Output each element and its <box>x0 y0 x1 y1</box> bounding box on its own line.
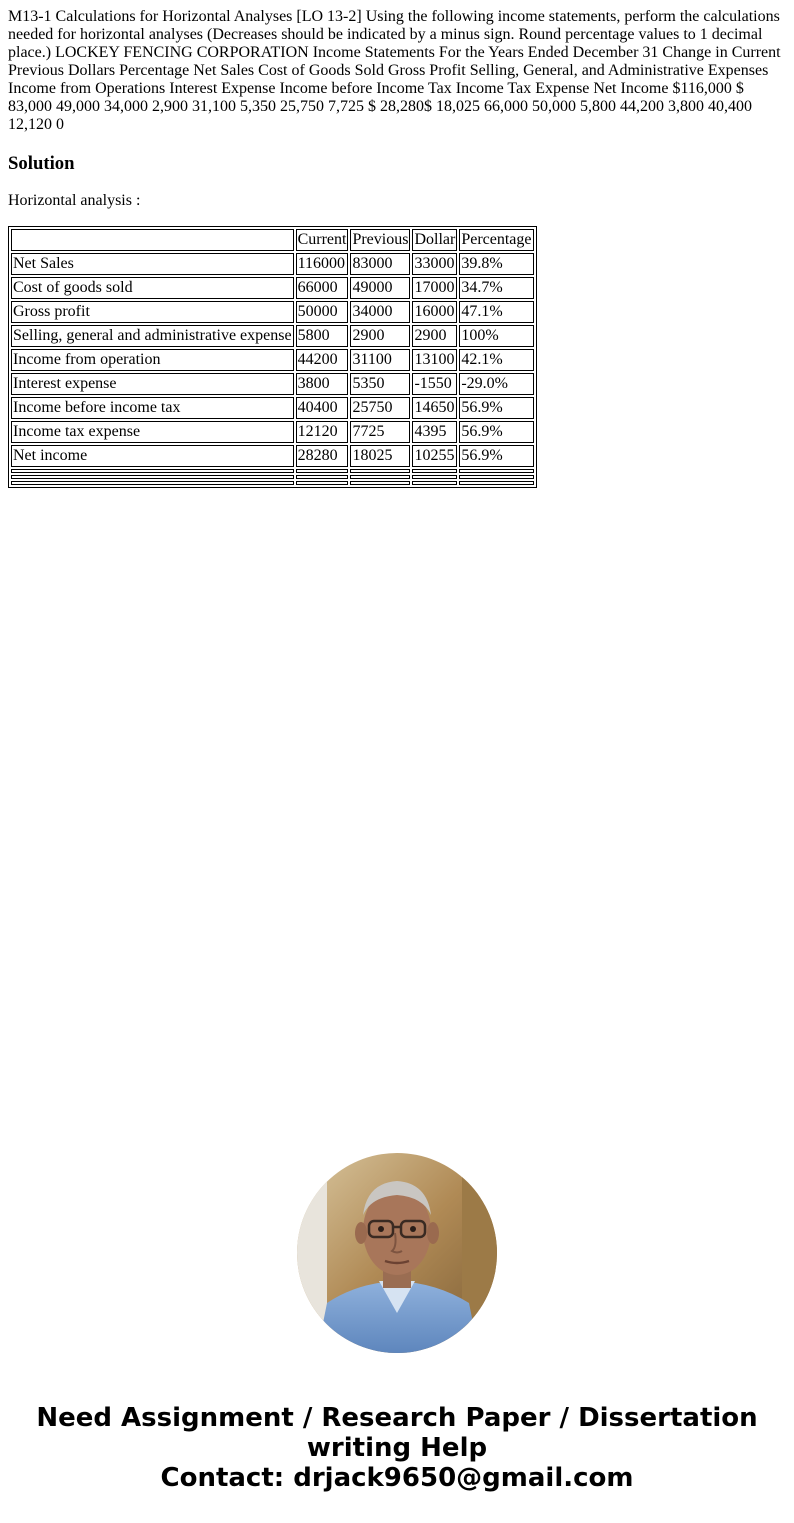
cell-previous: 31100 <box>350 349 410 371</box>
cell-percentage: 39.8% <box>459 253 533 275</box>
row-label: Selling, general and administrative expense <box>11 325 294 347</box>
question-text: M13-1 Calculations for Horizontal Analyses [LO 13-2] Using the following income statements, perform the calculations needed for horizontal analyses (Decreases should be indicated by a minus sign. Round percentage values to 1 decimal place.) LOCKEY FENCING CORPORATION Income Statements For the Years Ended December 31 Change in Current Previous Dollars Percentage Net Sales Cost of Goods Sold Gross Profit Selling, General, and Administrative Expenses Income from Operations Interest Expense Income before Income Tax Income Tax Expense Net Income $116,000 $ 83,000 49,000 34,000 2,900 31,100 5,350 25,750 7,725 $ 28,280$ 18,025 66,000 50,000 5,800 44,200 3,800 40,400 12,120 0 <box>8 8 781 133</box>
table-header-row <box>11 229 534 251</box>
cell-previous: 5350 <box>350 373 410 395</box>
cell-previous: 2900 <box>350 325 410 347</box>
cell-current: 3800 <box>296 373 349 395</box>
empty-table-row <box>11 481 534 485</box>
cell-previous: 34000 <box>350 301 410 323</box>
header-cell-previous: Previous <box>350 229 410 251</box>
table-row <box>11 253 534 275</box>
cell-dollar: 13100 <box>412 349 457 371</box>
promo-line-1: Need Assignment / Research Paper / Dissertation <box>36 1403 758 1433</box>
solution-heading: Solution <box>8 153 75 174</box>
cell-dollar: 16000 <box>412 301 457 323</box>
cell-dollar: 2900 <box>412 325 457 347</box>
row-label: Interest expense <box>11 373 294 395</box>
cell-dollar: 10255 <box>412 445 457 467</box>
cell-percentage: 56.9% <box>459 397 533 419</box>
row-label: Income tax expense <box>11 421 294 443</box>
cell-current: 12120 <box>296 421 349 443</box>
cell-dollar: 33000 <box>412 253 457 275</box>
promo-line-2: writing Help <box>306 1433 488 1463</box>
table-row <box>11 325 534 347</box>
table-row <box>11 445 534 467</box>
row-label: Income from operation <box>11 349 294 371</box>
cell-percentage: -29.0% <box>459 373 533 395</box>
cell-previous: 7725 <box>350 421 410 443</box>
row-label: Income before income tax <box>11 397 294 419</box>
table-row <box>11 373 534 395</box>
header-cell-current: Current <box>296 229 349 251</box>
cell-percentage: 34.7% <box>459 277 533 299</box>
cell-current: 44200 <box>296 349 349 371</box>
header-cell-label <box>11 229 294 251</box>
cell-dollar: 14650 <box>412 397 457 419</box>
table-row <box>11 349 534 371</box>
cell-current: 116000 <box>296 253 349 275</box>
row-label: Net Sales <box>11 253 294 275</box>
cell-dollar: 17000 <box>412 277 457 299</box>
cell-previous: 25750 <box>350 397 410 419</box>
row-label: Net income <box>11 445 294 467</box>
empty-table-row <box>11 469 534 473</box>
cell-current: 5800 <box>296 325 349 347</box>
row-label: Cost of goods sold <box>11 277 294 299</box>
cell-current: 50000 <box>296 301 349 323</box>
cell-percentage: 100% <box>459 325 533 347</box>
cell-previous: 49000 <box>350 277 410 299</box>
cell-dollar: 4395 <box>412 421 457 443</box>
solution-intro: Horizontal analysis : <box>8 192 141 209</box>
header-cell-percentage: Percentage <box>459 229 533 251</box>
cell-current: 40400 <box>296 397 349 419</box>
cell-percentage: 47.1% <box>459 301 533 323</box>
table-row <box>11 397 534 419</box>
cell-percentage: 42.1% <box>459 349 533 371</box>
cell-current: 66000 <box>296 277 349 299</box>
document-content <box>0 0 794 496</box>
table-row <box>11 301 534 323</box>
horizontal-analysis-table <box>8 226 537 488</box>
table-row <box>11 277 534 299</box>
cell-percentage: 56.9% <box>459 421 533 443</box>
header-cell-dollar: Dollar <box>412 229 457 251</box>
empty-table-row <box>11 475 534 479</box>
cell-percentage: 56.9% <box>459 445 533 467</box>
promo-banner <box>0 1403 794 1493</box>
row-label: Gross profit <box>11 301 294 323</box>
promo-contact: Contact: drjack9650@gmail.com <box>160 1463 634 1493</box>
cell-current: 28280 <box>296 445 349 467</box>
cell-previous: 18025 <box>350 445 410 467</box>
author-avatar <box>297 1153 497 1353</box>
table-row <box>11 421 534 443</box>
cell-dollar: -1550 <box>412 373 457 395</box>
author-portrait-image <box>297 1153 497 1353</box>
cell-previous: 83000 <box>350 253 410 275</box>
